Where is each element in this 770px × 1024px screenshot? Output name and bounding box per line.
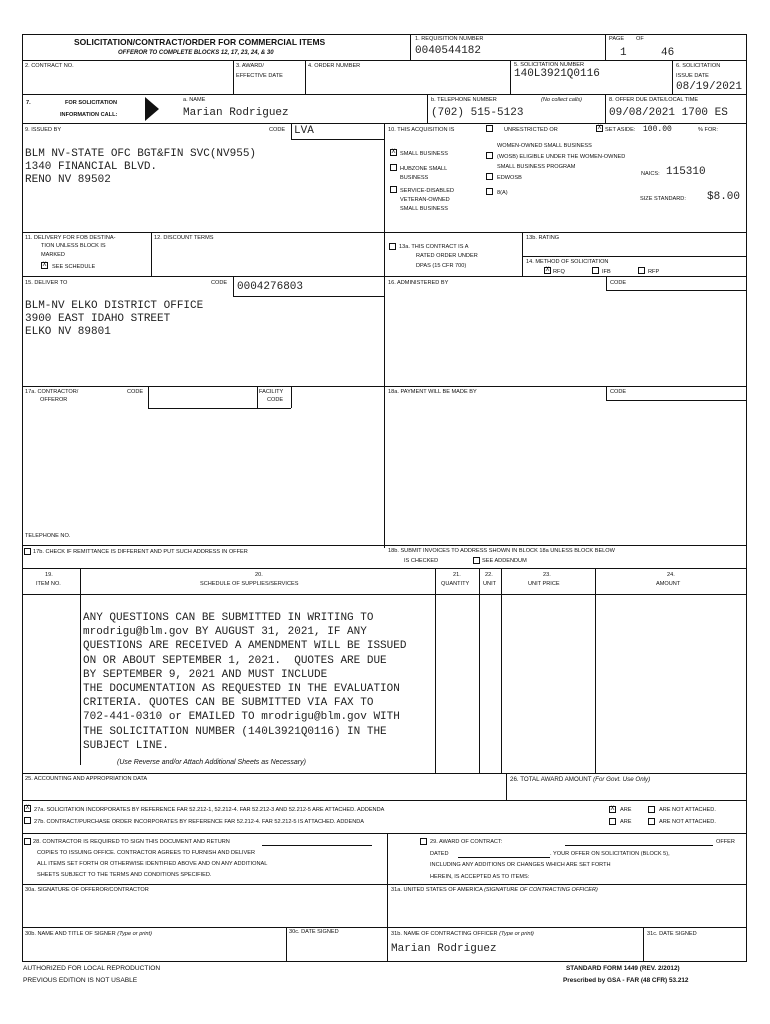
schedule-line: BY SEPTEMBER 9, 2021 AND MUST INCLUDE: [83, 668, 328, 681]
solicitation-number-label: 5. SOLICITATION NUMBER: [514, 62, 585, 68]
facility-label-2: CODE: [267, 397, 284, 403]
issued-line: 1340 FINANCIAL BLVD.: [25, 161, 158, 173]
schedule-line: CRITERIA. QUOTES CAN BE SUBMITTED VIA FAX TO: [83, 697, 374, 710]
signer-name-text: 30b. NAME AND TITLE OF SIGNER: [25, 931, 116, 937]
requisition-number[interactable]: 0040544182: [415, 45, 482, 57]
schedule-line: ON OR ABOUT SEPTEMBER 1, 2021. QUOTES ARE DUE: [83, 654, 387, 667]
award-date-label: 3. AWARD/: [236, 63, 264, 69]
requisition-label: 1. REQUISITION NUMBER: [415, 36, 484, 42]
contractor-code-label: CODE: [127, 389, 144, 395]
ifb-label: IFB: [602, 269, 611, 275]
payment-code-label: CODE: [610, 389, 627, 395]
remittance-label: 17b. CHECK IF REMITTANCE IS DIFFERENT AND PUT SUCH ADDRESS IN OFFER: [33, 549, 248, 555]
form-subtitle: OFFEROR TO COMPLETE BLOCKS 12, 17, 23, 24, & 30: [118, 50, 274, 56]
col-22-number: 22.: [485, 572, 493, 578]
rfq-label: RFQ: [553, 269, 565, 275]
award-date-label-2: EFFECTIVE DATE: [236, 73, 283, 79]
deliver-code[interactable]: 0004276803: [237, 281, 304, 293]
payment-label: 18a. PAYMENT WILL BE MADE BY: [388, 389, 477, 395]
27b-label: 27b. CONTRACT/PURCHASE ORDER INCORPORATES BY REFERENCE FAR 52.212-4. FAR 52.212-5 IS ATTACHED. ADDENDA: [34, 819, 365, 825]
offer-due-date[interactable]: 09/08/2021 1700 ES: [609, 107, 728, 119]
small-business-label: SMALL BUSINESS: [400, 151, 448, 157]
signature-usa-text: 31a. UNITED STATES OF AMERICA: [391, 887, 483, 893]
issued-by-label: 9. ISSUED BY: [25, 127, 62, 133]
hubzone-checkbox[interactable]: [390, 164, 397, 171]
accounting-label: 25. ACCOUNTING AND APPROPRIATION DATA: [25, 776, 148, 782]
rated-order-label-3: DPAS (15 CFR 700): [416, 263, 467, 269]
eight-a-checkbox[interactable]: [486, 188, 493, 195]
schedule-line: ANY QUESTIONS CAN BE SUBMITTED IN WRITING TO: [83, 612, 374, 624]
contact-name-label: a. NAME: [183, 97, 206, 103]
sdvosb-label-2: VETERAN-OWNED: [400, 197, 450, 203]
29-label-4: HEREIN, IS ACCEPTED AS TO ITEMS:: [430, 874, 530, 880]
col-item-no-header: ITEM NO.: [36, 581, 61, 587]
deliver-line: BLM-NV ELKO DISTRICT OFFICE: [25, 300, 204, 312]
reverse-note: (Use Reverse and/or Attach Additional Sheets as Necessary): [117, 759, 306, 766]
info-call-label-2: INFORMATION CALL:: [60, 112, 118, 118]
28-label-2: COPIES TO ISSUING OFFICE. CONTRACTOR AGREES TO FURNISH AND DELIVER: [37, 850, 255, 856]
29-label-2: . YOUR OFFER ON SOLICITATION (BLOCK 5),: [550, 851, 670, 857]
set-aside-label: SET ASIDE:: [605, 127, 636, 133]
col-unit-price-header: UNIT PRICE: [528, 581, 560, 587]
telephone-no-label: TELEPHONE NO.: [25, 533, 71, 539]
issued-line: BLM NV-STATE OFC BGT&FIN SVC(NV955): [25, 148, 257, 160]
signer-name-label: [25, 931, 152, 937]
wosb-checkbox[interactable]: [486, 152, 493, 159]
sdvosb-checkbox[interactable]: [390, 186, 397, 193]
sdvosb-label-3: SMALL BUSINESS: [400, 206, 448, 212]
27a-not-attached-checkbox[interactable]: [648, 806, 655, 813]
see-addendum-label: SEE ADDENDUM: [482, 558, 527, 564]
contracting-officer-name[interactable]: Marian Rodriguez: [391, 943, 497, 955]
see-schedule-checkbox[interactable]: X: [42, 262, 47, 268]
fob-label-3: MARKED: [41, 252, 65, 258]
col-23-number: 23.: [543, 572, 551, 578]
col-schedule-header: SCHEDULE OF SUPPLIES/SERVICES: [200, 581, 299, 587]
contractor-label: 17a. CONTRACTOR/: [25, 389, 79, 395]
footer-reproduction: AUTHORIZED FOR LOCAL REPRODUCTION: [23, 965, 161, 972]
submit-invoices-label: 18b. SUBMIT INVOICES TO ADDRESS SHOWN IN BLOCK 18a UNLESS BLOCK BELOW: [388, 548, 615, 554]
administered-code-label: CODE: [610, 280, 627, 286]
schedule-description: [83, 611, 406, 753]
signer-name-note: (Type or print): [117, 931, 152, 937]
offer-due-label: 8. OFFER DUE DATE/LOCAL TIME: [609, 97, 699, 103]
deliver-code-label: CODE: [211, 280, 228, 286]
deliver-line: ELKO NV 89801: [25, 326, 111, 338]
schedule-line: mrodrigu@blm.gov BY AUGUST 31, 2021, IF ANY: [83, 626, 367, 639]
contractor-label-2: OFFEROR: [40, 397, 68, 403]
contact-name[interactable]: Marian Rodriguez: [183, 107, 289, 119]
size-standard[interactable]: $8.00: [707, 191, 741, 203]
date-signed-30c-label: 30c. DATE SIGNED: [289, 929, 339, 935]
issue-date-label: 6. SOLICITATION: [676, 63, 721, 69]
contracting-officer-note: (Type or print): [499, 931, 534, 937]
schedule-line: THE DOCUMENTATION AS REQUESTED IN THE EVALUATION: [83, 683, 400, 696]
discount-terms-label: 12. DISCOUNT TERMS: [154, 235, 214, 241]
edwosb-label: EDWOSB: [497, 175, 522, 181]
telephone-number[interactable]: (702) 515-5123: [431, 107, 524, 119]
acquisition-label: 10. THIS ACQUISITION IS: [388, 127, 455, 133]
deliver-to-address: [25, 300, 203, 339]
issue-date[interactable]: 08/19/2021: [676, 81, 743, 93]
col-quantity-header: QUANTITY: [441, 581, 470, 587]
rfp-label: RFP: [648, 269, 660, 275]
hubzone-label-2: BUSINESS: [400, 175, 429, 181]
page-total: 46: [661, 47, 675, 59]
29-dated-label: DATED: [430, 851, 449, 857]
28-label: 28. CONTRACTOR IS REQUIRED TO SIGN THIS DOCUMENT AND RETURN: [33, 839, 230, 845]
col-unit-header: UNIT: [483, 581, 497, 587]
rfq-checkbox[interactable]: X: [545, 267, 550, 273]
telephone-label: b. TELEPHONE NUMBER: [431, 97, 497, 103]
fob-label-2: TION UNLESS BLOCK IS: [41, 243, 106, 249]
27a-are-label: ARE: [620, 807, 632, 813]
29-offer-label: OFFER: [716, 839, 735, 845]
rated-order-checkbox[interactable]: [389, 243, 396, 250]
contracting-officer-label: [391, 931, 534, 937]
sdvosb-label: SERVICE-DISABLED: [400, 188, 454, 194]
set-aside-percent[interactable]: 100.00: [643, 125, 672, 134]
col-19-number: 19.: [45, 572, 53, 578]
col-20-number: 20.: [255, 572, 263, 578]
hubzone-label: HUBZONE SMALL: [400, 166, 448, 172]
signature-usa-note: (SIGNATURE OF CONTRACTING OFFICER): [484, 887, 598, 893]
wosb-label-3: SMALL BUSINESS PROGRAM: [497, 164, 576, 170]
schedule-line: QUESTIONS ARE RECEIVED A AMENDMENT WILL BE ISSUED: [83, 640, 407, 653]
wosb-label: WOMEN-OWNED SMALL BUSINESS: [497, 143, 592, 149]
28-checkbox[interactable]: [24, 838, 31, 845]
no-collect-note: (No collect calls): [541, 97, 583, 103]
rating-label: 13b. RATING: [526, 235, 560, 241]
set-aside-checkbox[interactable]: X: [597, 125, 602, 131]
signature-offeror-label: 30a. SIGNATURE OF OFFEROR/CONTRACTOR: [25, 887, 149, 893]
rated-order-label: 13a. THIS CONTRACT IS A: [399, 244, 469, 250]
naics-code[interactable]: 115310: [666, 166, 706, 178]
issued-code-label: CODE: [269, 127, 286, 133]
block-7-number: 7.: [26, 100, 31, 106]
27b-are-label: ARE: [620, 819, 632, 825]
deliver-line: 3900 EAST IDAHO STREET: [25, 313, 171, 325]
contract-no-label: 2. CONTRACT NO.: [25, 63, 74, 69]
form-title: SOLICITATION/CONTRACT/ORDER FOR COMMERCIAL ITEMS: [74, 37, 326, 47]
submit-invoices-label-2: IS CHECKED: [404, 558, 439, 564]
total-award-label: [510, 776, 650, 783]
footer-edition: PREVIOUS EDITION IS NOT USABLE: [23, 977, 138, 984]
page-number: 1: [620, 47, 627, 59]
27a-are-checkbox[interactable]: X: [610, 806, 615, 812]
size-standard-label: SIZE STANDARD:: [640, 196, 686, 202]
rated-order-label-2: RATED ORDER UNDER: [416, 253, 478, 259]
27a-label: 27a. SOLICITATION INCORPORATES BY REFERENCE FAR 52.212-1, 52.212-4. FAR 52.212-3 AND 52.212-5 ARE ATTACHED. ADDENDA: [34, 807, 385, 813]
rfp-checkbox[interactable]: [638, 267, 645, 274]
naics-label: NAICS:: [641, 171, 660, 177]
ifb-checkbox[interactable]: [592, 267, 599, 274]
27b-checkbox[interactable]: [24, 817, 31, 824]
of-label: OF: [636, 36, 644, 42]
solicitation-number[interactable]: 140L3921Q0116: [514, 68, 600, 80]
page-label: PAGE: [609, 36, 625, 42]
signature-usa-label: [391, 887, 598, 893]
27a-not-attached-label: ARE NOT ATTACHED.: [659, 807, 716, 813]
info-call-label: FOR SOLICITATION: [65, 100, 117, 106]
issued-line: RENO NV 89502: [25, 174, 111, 186]
total-award-note: (For Govt. Use Only): [593, 776, 651, 783]
total-award-text: 26. TOTAL AWARD AMOUNT: [510, 776, 592, 783]
wosb-label-2: (WOSB) ELIGIBLE UNDER THE WOMEN-OWNED: [497, 154, 626, 160]
col-24-number: 24.: [667, 572, 675, 578]
date-signed-31c-label: 31c. DATE SIGNED: [647, 931, 697, 937]
29-label-3: INCLUDING ANY ADDITIONS OR CHANGES WHICH ARE SET FORTH: [430, 862, 611, 868]
facility-label: FACILITY: [259, 389, 284, 395]
remittance-checkbox[interactable]: [24, 548, 31, 555]
method-label: 14. METHOD OF SOLICITATION: [526, 259, 609, 265]
unrestricted-checkbox[interactable]: [486, 125, 493, 132]
27a-checkbox[interactable]: X: [25, 805, 30, 811]
order-number-label: 4. ORDER NUMBER: [308, 63, 361, 69]
29-label: 29. AWARD OF CONTRACT:: [430, 839, 503, 845]
fob-label: 11. DELIVERY FOR FOB DESTINA-: [25, 235, 116, 241]
eight-a-label: 8(A): [497, 190, 508, 196]
edwosb-checkbox[interactable]: [486, 173, 493, 180]
administered-by-label: 16. ADMINISTERED BY: [388, 280, 449, 286]
27b-not-attached-label: ARE NOT ATTACHED.: [659, 819, 716, 825]
contracting-officer-text: 31b. NAME OF CONTRACTING OFFICER: [391, 931, 498, 937]
28-label-4: SHEETS SUBJECT TO THE TERMS AND CONDITIONS SPECIFIED.: [37, 872, 212, 878]
arrow-right-icon: [145, 97, 159, 121]
col-21-number: 21.: [453, 572, 461, 578]
27b-are-checkbox[interactable]: [609, 818, 616, 825]
see-addendum-checkbox[interactable]: [473, 557, 480, 564]
schedule-line: SUBJECT LINE.: [83, 739, 169, 752]
27b-not-attached-checkbox[interactable]: [648, 818, 655, 825]
small-business-checkbox[interactable]: X: [391, 149, 396, 155]
29-checkbox[interactable]: [420, 838, 427, 845]
issued-code[interactable]: LVA: [294, 125, 314, 137]
footer-form-number: STANDARD FORM 1449 (REV. 2/2012): [566, 965, 680, 972]
28-label-3: ALL ITEMS SET FORTH OR OTHERWISE IDENTIFIED ABOVE AND ON ANY ADDITIONAL: [37, 861, 268, 867]
issued-by-address: [25, 148, 256, 187]
see-schedule-label: SEE SCHEDULE: [52, 264, 96, 270]
schedule-line: THE SOLICITATION NUMBER (140L3921Q0116) IN THE: [83, 725, 387, 738]
unrestricted-label: UNRESTRICTED OR: [504, 127, 558, 133]
col-amount-header: AMOUNT: [656, 581, 681, 587]
deliver-to-label: 15. DELIVER TO: [25, 280, 68, 286]
footer-prescribed: Prescribed by GSA - FAR (48 CFR) 53.212: [563, 977, 689, 984]
percent-for-label: % FOR:: [698, 127, 718, 133]
schedule-line: 702-441-0310 or EMAILED TO mrodrigu@blm.gov WITH: [83, 711, 400, 724]
issue-date-label-2: ISSUE DATE: [676, 73, 709, 79]
